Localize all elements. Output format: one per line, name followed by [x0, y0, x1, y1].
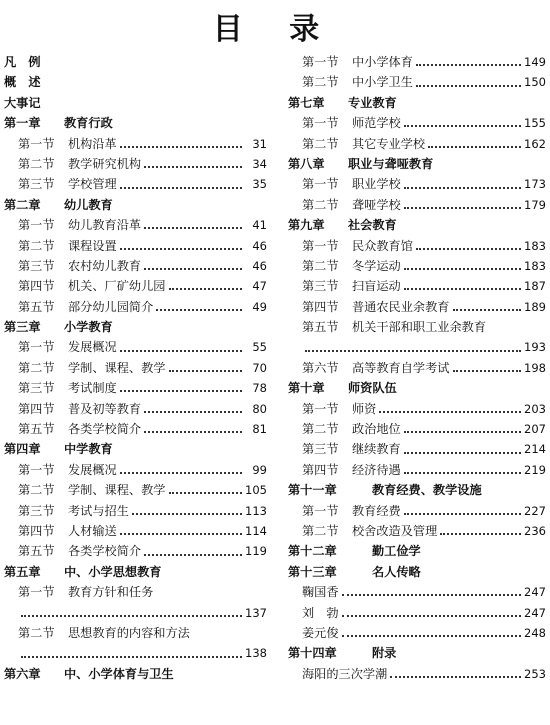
page-number: 155: [524, 116, 546, 131]
toc-section-entry[interactable]: [4, 297, 267, 317]
leader-dots: [120, 533, 242, 535]
section-title: 学制、课程、教学: [68, 360, 166, 375]
section-title: 中小学体育: [352, 55, 413, 69]
leader-dots: [404, 431, 521, 433]
section-label: 第一节: [302, 401, 339, 416]
toc-section-entry[interactable]: [4, 541, 267, 561]
section-title: 各类学校简介: [68, 422, 142, 437]
leader-dots: [144, 431, 242, 433]
page-number: 41: [252, 218, 267, 233]
chapter-title: 社会教育: [348, 218, 397, 233]
section-title: 经济待遇: [352, 462, 401, 477]
section-label: 第五节: [18, 544, 55, 559]
page-number: 187: [524, 279, 546, 294]
toc-chapter-heading[interactable]: [4, 439, 267, 459]
toc-biography-entry[interactable]: [288, 603, 546, 623]
chapter-label: 第三章: [4, 320, 41, 335]
leader-dots: [342, 594, 521, 596]
section-title: 各类学校简介: [68, 544, 142, 559]
page-number: 46: [252, 238, 267, 253]
chapter-label: 第四章: [4, 442, 41, 457]
section-title: 考试与招生: [68, 503, 129, 518]
section-title: 考试制度: [68, 381, 117, 396]
section-title: 部分幼儿园简介: [68, 299, 154, 314]
section-label: 第三节: [302, 442, 339, 457]
chapter-label: 第二章: [4, 197, 41, 212]
entry-title: 姜元俊: [302, 625, 339, 640]
chapter-title: 教育行政: [64, 116, 113, 131]
chapter-title: 教育经费、教学设施: [372, 483, 482, 498]
section-label: 第一节: [302, 238, 339, 253]
section-label: 第三节: [302, 279, 339, 294]
page-number: 138: [245, 646, 267, 661]
toc-chapter-heading[interactable]: [288, 562, 546, 582]
toc-right-column: [288, 52, 546, 684]
page-number: 247: [524, 605, 546, 620]
page-number: 203: [524, 401, 546, 416]
section-title: 课程设置: [68, 238, 117, 253]
page-number: 137: [245, 605, 267, 620]
page-number: 193: [524, 340, 546, 355]
section-title: 其它专业学校: [352, 136, 426, 151]
section-label: 第二节: [18, 360, 55, 375]
toc-section-entry[interactable]: [4, 480, 267, 500]
toc-section-entry[interactable]: [4, 337, 267, 357]
toc-section-entry[interactable]: [4, 521, 267, 541]
toc-section-entry[interactable]: [288, 174, 546, 194]
section-label: 第一节: [302, 116, 339, 131]
chapter-title: 小学教育: [64, 320, 113, 335]
section-title: 思想教育的内容和方法: [68, 625, 190, 640]
leader-dots: [453, 370, 522, 372]
leader-dots: [453, 309, 522, 311]
section-label: 第六节: [302, 360, 339, 375]
toc-section-entry[interactable]: [288, 236, 546, 256]
section-title: 师资: [352, 401, 377, 416]
chapter-label: 大事记: [4, 95, 41, 110]
chapter-title: 师资队伍: [348, 381, 397, 396]
toc-section-entry[interactable]: [4, 174, 267, 194]
toc-section-entry[interactable]: [4, 236, 267, 256]
leader-dots: [120, 390, 242, 392]
leader-dots: [169, 492, 243, 494]
section-label: 第一节: [302, 55, 339, 69]
page-number: 183: [524, 238, 546, 253]
section-label: 第一节: [18, 462, 55, 477]
chapter-label: 第八章: [288, 156, 325, 171]
leader-dots: [404, 513, 521, 515]
toc-section-entry[interactable]: [4, 399, 267, 419]
toc-chapter-heading[interactable]: [4, 113, 267, 133]
page-number: 149: [524, 55, 546, 69]
page-number: 47: [252, 279, 267, 294]
toc-chapter-heading[interactable]: [4, 52, 267, 72]
section-label: 第四节: [302, 299, 339, 314]
leader-dots: [144, 227, 242, 229]
leader-dots: [144, 268, 242, 270]
leader-dots: [169, 370, 243, 372]
toc-section-entry[interactable]: [4, 419, 267, 439]
section-title: 普通农民业余教育: [352, 299, 450, 314]
chapter-title: 勤工俭学: [372, 544, 421, 559]
leader-dots: [120, 146, 242, 148]
leader-dots: [144, 554, 242, 556]
toc-section-entry[interactable]: [288, 297, 546, 317]
toc-section-entry[interactable]: [4, 378, 267, 398]
chapter-label: 凡 例: [4, 55, 41, 69]
leader-dots: [404, 452, 521, 454]
toc-section-entry[interactable]: [288, 399, 546, 419]
chapter-label: 第六章: [4, 666, 41, 681]
section-label: 第五节: [302, 320, 339, 335]
section-label: 第四节: [18, 523, 55, 538]
leader-dots: [144, 166, 242, 168]
section-title: 机关干部和职工业余教育: [352, 320, 487, 335]
page-number: 173: [524, 177, 546, 192]
section-label: 第一节: [18, 585, 55, 600]
toc-chapter-heading[interactable]: [288, 643, 546, 663]
section-label: 第五节: [18, 422, 55, 437]
toc-chapter-heading[interactable]: [4, 664, 267, 684]
section-label: 第一节: [302, 177, 339, 192]
toc-section-entry[interactable]: [288, 276, 546, 296]
leader-dots: [390, 676, 521, 678]
section-label: 第二节: [18, 156, 55, 171]
leader-dots: [21, 615, 242, 617]
toc-section-entry[interactable]: [288, 521, 546, 541]
page-number: 150: [524, 75, 546, 90]
chapter-title: 专业教育: [348, 95, 397, 110]
section-label: 第一节: [302, 503, 339, 518]
toc-entry-continuation[interactable]: [288, 337, 546, 357]
chapter-label: 第七章: [288, 95, 325, 110]
toc-section-entry[interactable]: [288, 419, 546, 439]
chapter-label: 概 述: [4, 75, 41, 90]
toc-biography-entry[interactable]: [288, 582, 546, 602]
chapter-label: 第十四章: [288, 646, 337, 661]
toc-biography-entry[interactable]: [288, 623, 546, 643]
page-number: 179: [524, 197, 546, 212]
leader-dots: [440, 533, 521, 535]
section-label: 第三节: [18, 381, 55, 396]
page-number: 219: [524, 462, 546, 477]
page-number: 207: [524, 422, 546, 437]
toc-section-entry[interactable]: [288, 317, 546, 337]
toc-section-entry[interactable]: [4, 134, 267, 154]
chapter-label: 第一章: [4, 116, 41, 131]
leader-dots: [416, 85, 521, 87]
page-number: 236: [524, 523, 546, 538]
section-label: 第四节: [302, 462, 339, 477]
page-number: 31: [252, 136, 267, 151]
entry-title: 刘 勃: [302, 605, 339, 620]
leader-dots: [404, 125, 521, 127]
toc-entry-continuation[interactable]: [4, 643, 267, 663]
toc-section-entry[interactable]: [288, 72, 546, 92]
toc-section-entry[interactable]: [4, 256, 267, 276]
leader-dots: [404, 472, 521, 474]
leader-dots: [132, 513, 242, 515]
leader-dots: [120, 350, 242, 352]
chapter-label: 第十一章: [288, 483, 337, 498]
leader-dots: [404, 268, 521, 270]
toc-section-entry[interactable]: [4, 154, 267, 174]
page-number: 253: [524, 666, 546, 681]
section-label: 第四节: [18, 401, 55, 416]
toc-biography-entry[interactable]: [288, 664, 546, 684]
leader-dots: [342, 635, 521, 637]
toc-chapter-heading[interactable]: [288, 215, 546, 235]
page-number: 247: [524, 585, 546, 600]
section-label: 第一节: [18, 218, 55, 233]
page-number: 55: [252, 340, 267, 355]
section-title: 校舍改造及管理: [352, 523, 438, 538]
toc-chapter-heading[interactable]: [288, 93, 546, 113]
section-label: 第三节: [18, 177, 55, 192]
leader-dots: [156, 309, 242, 311]
page-number: 81: [252, 422, 267, 437]
toc-left-column: [4, 52, 267, 684]
section-label: 第二节: [302, 422, 339, 437]
section-title: 扫盲运动: [352, 279, 401, 294]
chapter-title: 中、小学思想教育: [64, 564, 162, 579]
leader-dots: [305, 350, 521, 352]
leader-dots: [404, 207, 521, 209]
page-number: 35: [252, 177, 267, 192]
toc-chapter-heading[interactable]: [4, 562, 267, 582]
toc-chapter-heading[interactable]: [288, 480, 546, 500]
leader-dots: [144, 411, 242, 413]
section-label: 第二节: [302, 258, 339, 273]
chapter-title: 幼儿教育: [64, 197, 113, 212]
toc-entry-continuation[interactable]: [4, 603, 267, 623]
section-label: 第五节: [18, 299, 55, 314]
toc-section-entry[interactable]: [288, 113, 546, 133]
toc-chapter-heading[interactable]: [4, 93, 267, 113]
leader-dots: [404, 288, 521, 290]
toc-chapter-heading[interactable]: [288, 154, 546, 174]
section-title: 职业学校: [352, 177, 401, 192]
section-title: 教育经费: [352, 503, 401, 518]
chapter-label: 第十三章: [288, 564, 337, 579]
toc-section-entry[interactable]: [288, 439, 546, 459]
toc-chapter-heading[interactable]: [4, 72, 267, 92]
page-number: 46: [252, 258, 267, 273]
section-title: 师范学校: [352, 116, 401, 131]
section-label: 第二节: [302, 75, 339, 90]
section-title: 政治地位: [352, 422, 401, 437]
page-number: 214: [524, 442, 546, 457]
section-title: 幼儿教育沿革: [68, 218, 142, 233]
toc-chapter-heading[interactable]: [4, 317, 267, 337]
page-number: 227: [524, 503, 546, 518]
toc-section-entry[interactable]: [288, 256, 546, 276]
page-number: 49: [252, 299, 267, 314]
section-title: 冬学运动: [352, 258, 401, 273]
section-label: 第三节: [18, 258, 55, 273]
leader-dots: [21, 656, 242, 658]
toc-section-entry[interactable]: [4, 501, 267, 521]
leader-dots: [120, 187, 242, 189]
section-label: 第四节: [18, 279, 55, 294]
page-number: 114: [245, 523, 267, 538]
chapter-label: 第十二章: [288, 544, 337, 559]
toc-chapter-heading[interactable]: [288, 378, 546, 398]
entry-title: 海阳的三次学潮: [302, 666, 388, 681]
toc-section-entry[interactable]: [4, 358, 267, 378]
leader-dots: [120, 472, 242, 474]
page-number: 80: [252, 401, 267, 416]
section-label: 第一节: [18, 136, 55, 151]
toc-section-entry[interactable]: [4, 215, 267, 235]
chapter-title: 名人传略: [372, 564, 421, 579]
toc-section-entry[interactable]: [4, 582, 267, 602]
section-label: 第二节: [18, 238, 55, 253]
section-title: 机构沿革: [68, 136, 117, 151]
page-number: 78: [252, 381, 267, 396]
section-label: 第二节: [302, 197, 339, 212]
page-number: 113: [245, 503, 267, 518]
toc-section-entry[interactable]: [288, 460, 546, 480]
leader-dots: [342, 615, 521, 617]
section-title: 发展概况: [68, 462, 117, 477]
section-title: 教育方针和任务: [68, 585, 154, 600]
leader-dots: [120, 248, 242, 250]
page-number: 34: [252, 156, 267, 171]
toc-chapter-heading[interactable]: [288, 541, 546, 561]
page-title: 目 录: [212, 12, 338, 47]
section-title: 学制、课程、教学: [68, 483, 166, 498]
section-title: 学校管理: [68, 177, 117, 192]
chapter-title: 附录: [372, 646, 397, 661]
section-title: 教学研究机构: [68, 156, 142, 171]
section-title: 农村幼儿教育: [68, 258, 142, 273]
page-number: 198: [524, 360, 546, 375]
leader-dots: [428, 146, 521, 148]
section-title: 发展概况: [68, 340, 117, 355]
page-number: 99: [252, 462, 267, 477]
section-label: 第二节: [302, 523, 339, 538]
section-label: 第二节: [18, 483, 55, 498]
toc-section-entry[interactable]: [288, 134, 546, 154]
section-label: 第三节: [18, 503, 55, 518]
page-number: 183: [524, 258, 546, 273]
section-title: 中小学卫生: [352, 75, 413, 90]
section-title: 人材输送: [68, 523, 117, 538]
page-number: 248: [524, 625, 546, 640]
toc-section-entry[interactable]: [4, 276, 267, 296]
chapter-title: 中、小学体育与卫生: [64, 666, 174, 681]
toc-section-entry[interactable]: [288, 358, 546, 378]
section-title: 高等教育自学考试: [352, 360, 450, 375]
chapter-label: 第九章: [288, 218, 325, 233]
section-title: 普及初等教育: [68, 401, 142, 416]
section-label: 第二节: [302, 136, 339, 151]
leader-dots: [379, 411, 521, 413]
page-number: 189: [524, 299, 546, 314]
leader-dots: [416, 64, 521, 66]
section-title: 继续教育: [352, 442, 401, 457]
toc-section-entry[interactable]: [4, 460, 267, 480]
section-label: 第一节: [18, 340, 55, 355]
page-number: 162: [524, 136, 546, 151]
toc-section-entry[interactable]: [288, 501, 546, 521]
toc-section-entry[interactable]: [288, 195, 546, 215]
chapter-label: 第十章: [288, 381, 325, 396]
toc-section-entry[interactable]: [288, 52, 546, 72]
section-title: 聋哑学校: [352, 197, 401, 212]
section-title: 机关、厂矿幼儿园: [68, 279, 166, 294]
leader-dots: [404, 187, 521, 189]
page-number: 105: [245, 483, 267, 498]
toc-chapter-heading[interactable]: [4, 195, 267, 215]
page-number: 70: [252, 360, 267, 375]
toc-section-entry[interactable]: [4, 623, 267, 643]
page-number: 119: [245, 544, 267, 559]
section-title: 民众教育馆: [352, 238, 413, 253]
section-label: 第二节: [18, 625, 55, 640]
chapter-title: 职业与聋哑教育: [348, 156, 434, 171]
chapter-label: 第五章: [4, 564, 41, 579]
entry-title: 鞠国香: [302, 585, 339, 600]
chapter-title: 中学教育: [64, 442, 113, 457]
leader-dots: [169, 288, 243, 290]
leader-dots: [416, 248, 521, 250]
